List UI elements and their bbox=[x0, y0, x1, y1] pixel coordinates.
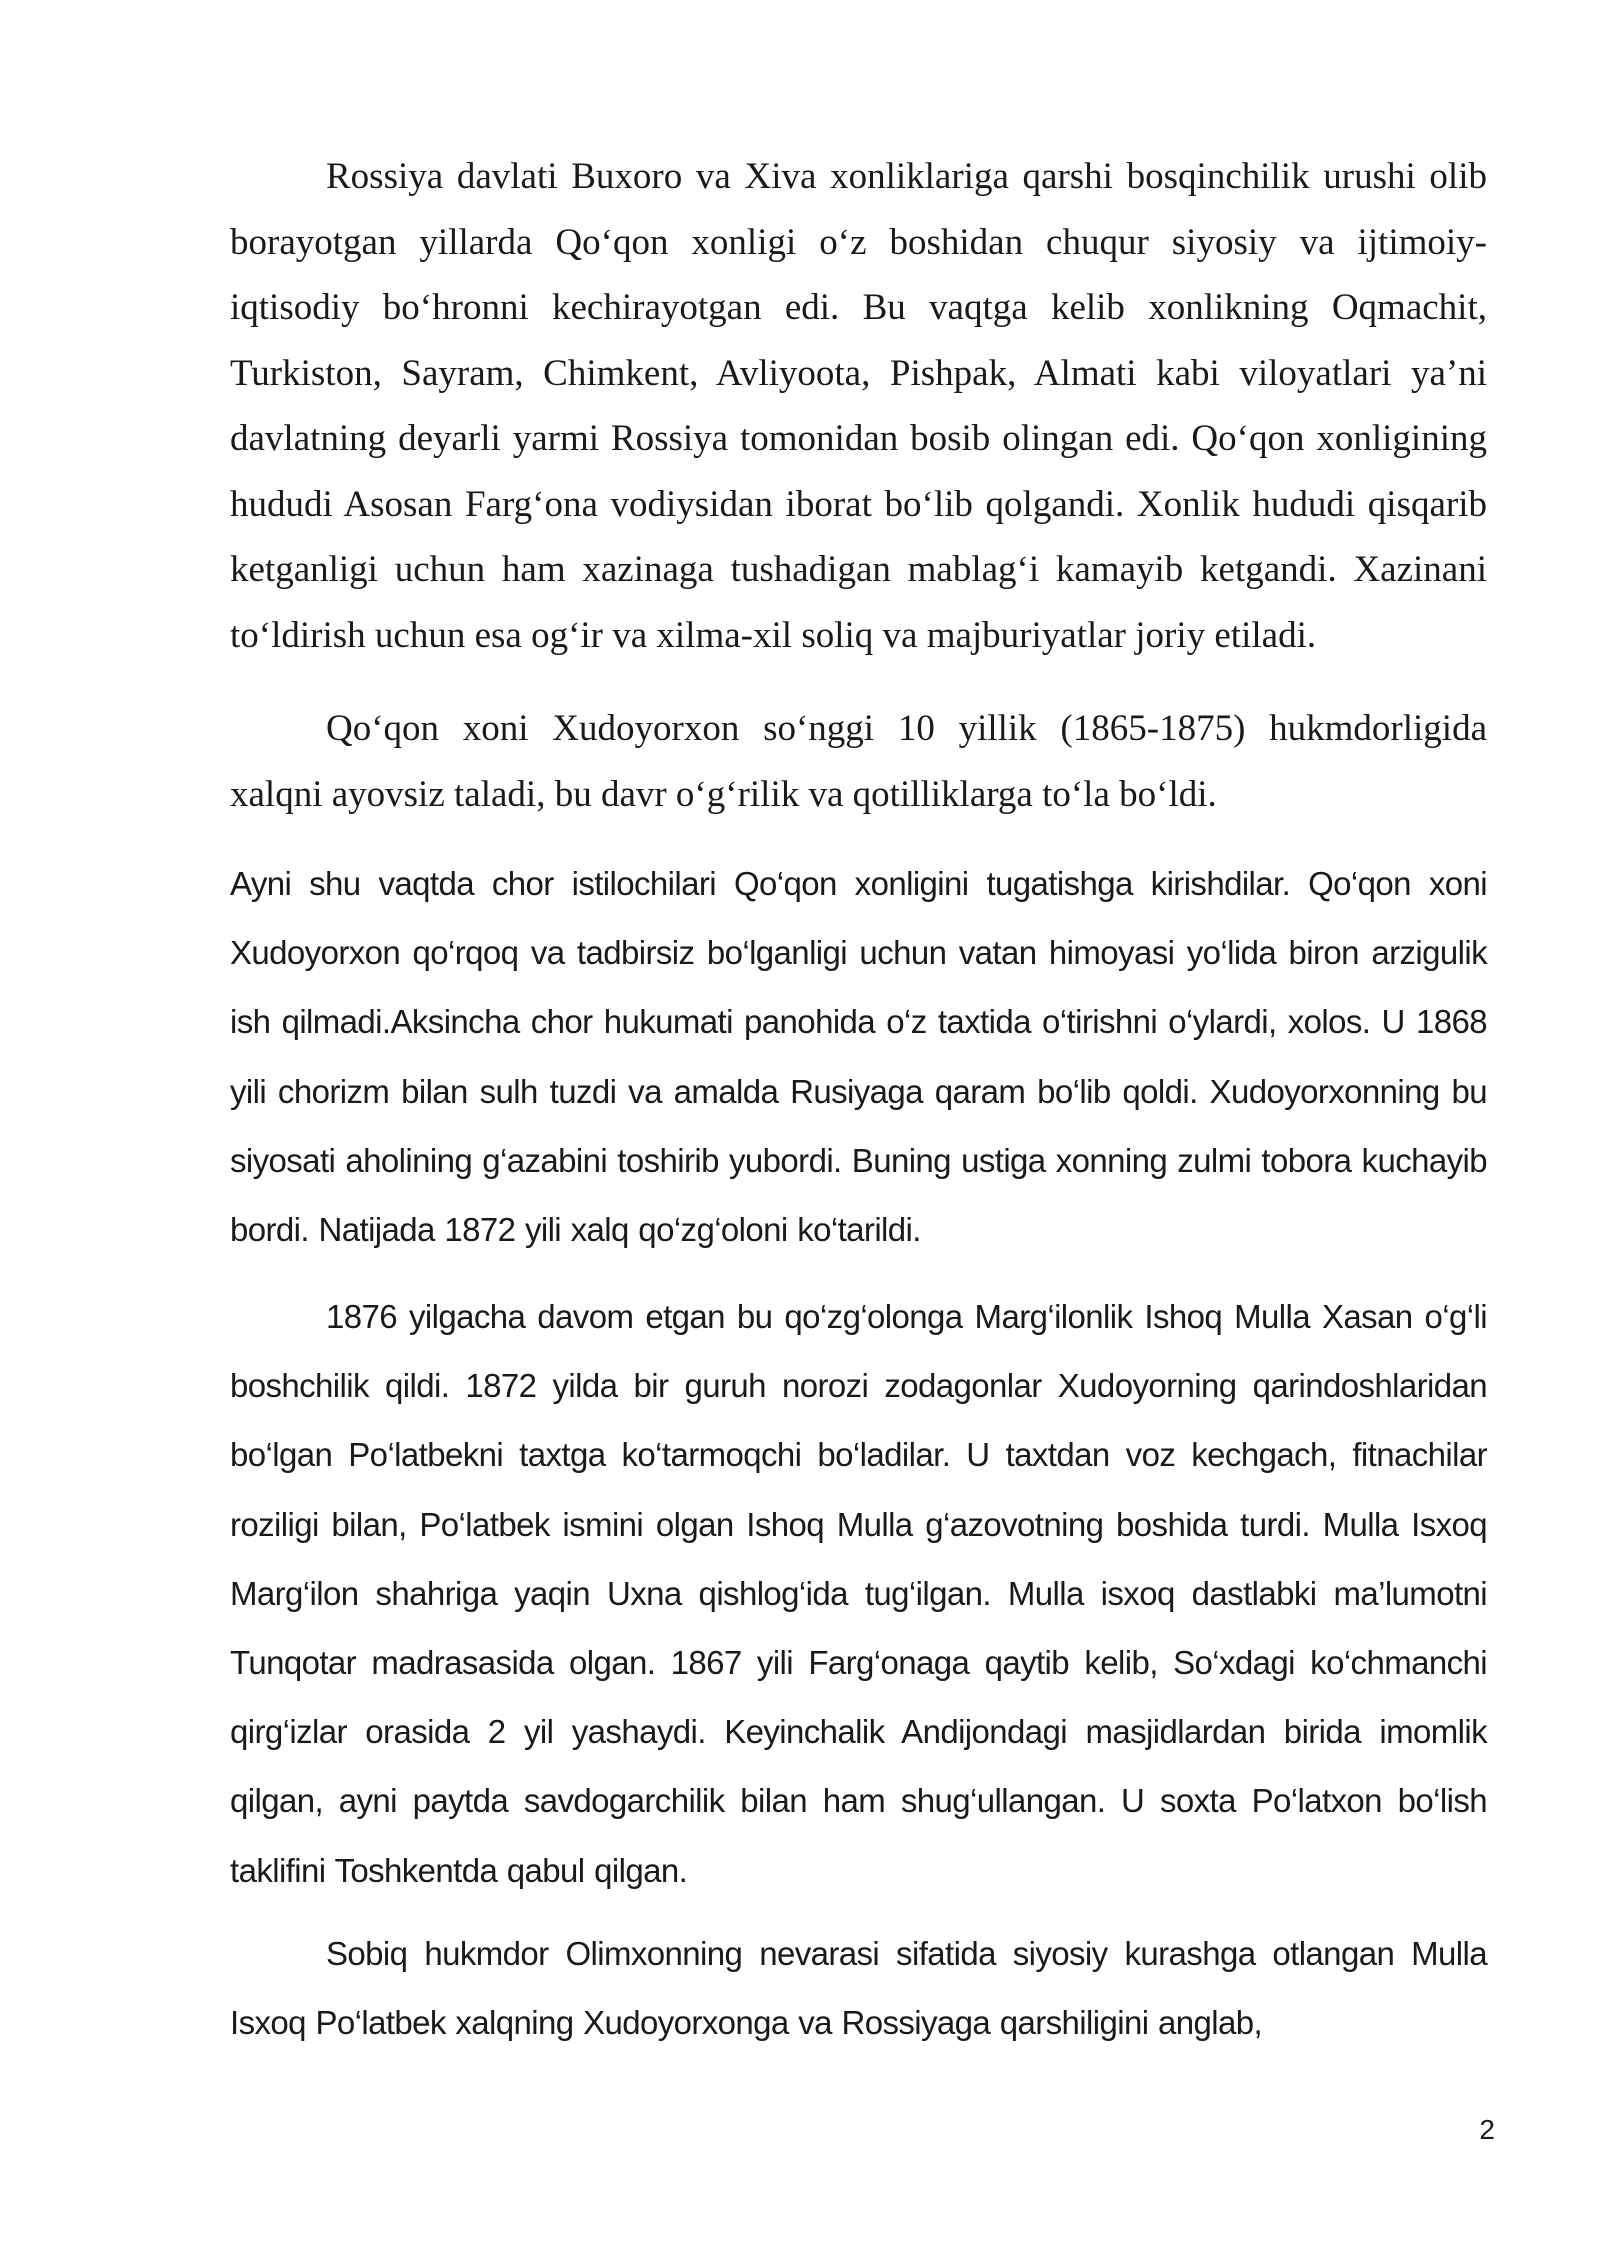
paragraph-2: Qo‘qon xoni Xudoyorxon so‘nggi 10 yillik (1865-1875) hukmdorligida xalqni ayovsiz taladi, bu davr o‘g‘rilik va qotilliklarga to‘la bo‘ldi. bbox=[230, 708, 1487, 815]
paragraph-4: 1876 yilgacha davom etgan bu qo‘zg‘olonga Marg‘ilonlik Ishoq Mulla Xasan o‘g‘li boshchilik qildi. 1872 yilda bir guruh norozi zodagonlar Xudoyorning qarindoshlaridan bo‘lgan Po‘latbekni taxtga ko‘tarmoqchi bo‘ladilar. U taxtdan voz kechgach, fitnachilar roziligi bilan, Po‘latbek ismini olgan Ishoq Mulla g‘azovotning boshida turdi. Mulla Isxoq Marg‘ilon shahriga yaqin Uxna qishlog‘ida tug‘ilgan. Mulla isxoq dastlabki ma’lumotni Tunqotar madrasasida olgan. 1867 yili Farg‘onaga qaytib kelib, So‘xdagi ko‘chmanchi qirg‘izlar orasida 2 yil yashaydi. Keyinchalik Andijondagi masjidlardan birida imomlik qilgan, ayni paytda savdogarchilik bilan ham shug‘ullangan. U soxta Po‘latxon bo‘lish taklifini Toshkentda qabul qilgan. bbox=[230, 1298, 1487, 1889]
paragraph-5: Sobiq hukmdor Olimxonning nevarasi sifatida siyosiy kurashga otlangan Mulla Isxoq Po‘latbek xalqning Xudoyorxonga va Rossiyaga qarshiligini anglab, bbox=[230, 1935, 1487, 2042]
paragraph-3: Ayni shu vaqtda chor istilochilari Qo‘qon xonligini tugatishga kirishdilar. Qo‘qon xoni Xudoyorxon qo‘rqoq va tadbirsiz bo‘lganligi uchun vatan himoyasi yo‘lida biron arzigulik ish qilmadi.Aksincha chor hukumati panohida o‘z taxtida o‘tirishni o‘ylardi, xolos. U 1868 yili chorizm bilan sulh tuzdi va amalda Rusiyaga qaram bo‘lib qoldi. Xudoyorxonning bu siyosati aholining g‘azabini toshirib yubordi. Buning ustiga xonning zulmi tobora kuchayib bordi. Natijada 1872 yili xalq qo‘zg‘oloni ko‘tarildi. bbox=[230, 865, 1487, 1249]
paragraph-1: Rossiya davlati Buxoro va Xiva xonliklariga qarshi bosqinchilik urushi olib borayotgan yillarda Qo‘qon xonligi o‘z boshidan chuqur siyosiy va ijtimoiy-iqtisodiy bo‘hronni kechirayotgan edi. Bu vaqtga kelib xonlikning Oqmachit, Turkiston, Sayram, Chimkent, Avliyoota, Pishpak, Almati kabi viloyatlari ya’ni davlatning deyarli yarmi Rossiya tomonidan bosib olingan edi. Qo‘qon xonligining hududi Asosan Farg‘ona vodiysidan iborat bo‘lib qolgandi. Xonlik hududi qisqarib ketganligi uchun ham xazinaga tushadigan mablag‘i kamayib ketgandi. Xazinani to‘ldirish uchun esa og‘ir va xilma-xil soliq va majburiyatlar joriy etiladi. bbox=[230, 156, 1487, 656]
page-number: 2 bbox=[1479, 2114, 1495, 2145]
